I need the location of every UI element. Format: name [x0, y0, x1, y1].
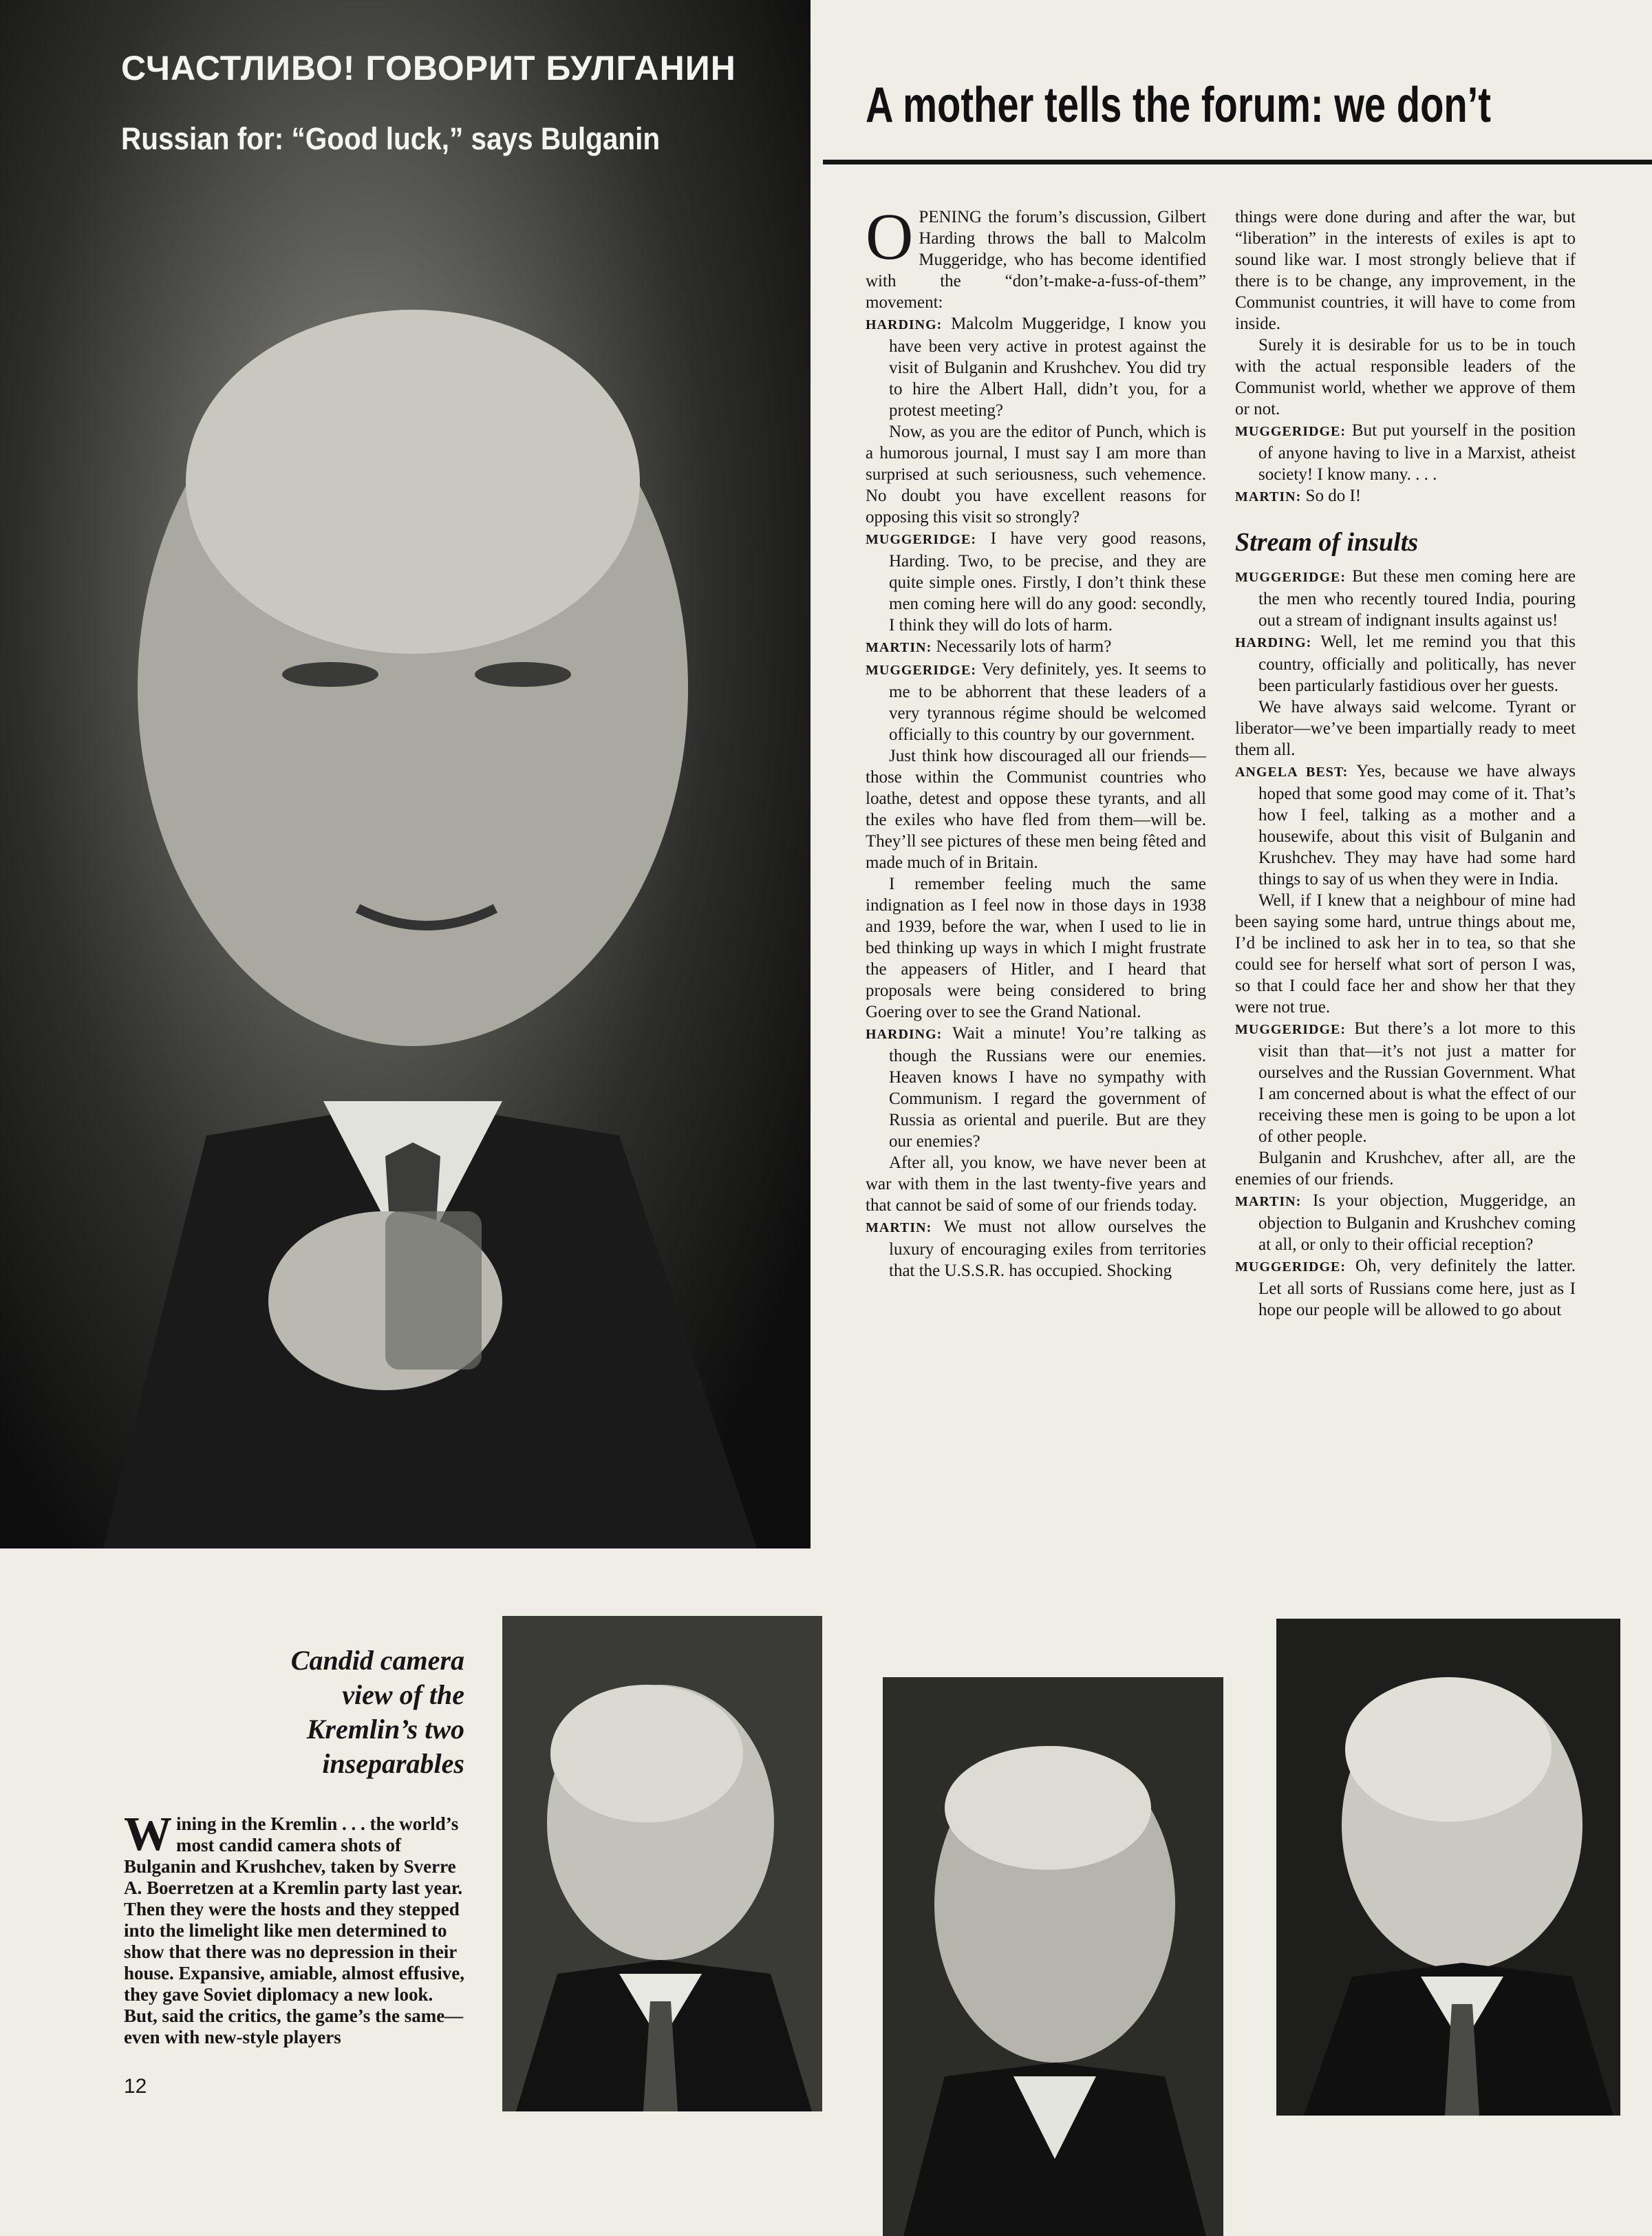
- photo-caption-russian: СЧАСТЛИВО! ГОВОРИТ БУЛГАНИН: [121, 49, 736, 87]
- paragraph: things were done during and after the war, but “liberation” in the interests of exiles is apt to sound like war. I most strongly believe that if there is to be change, any improvement, in the Communist countries, it will have to come from inside.: [1235, 208, 1576, 333]
- paragraph: Just think how discouraged all our friends—those within the Communist countries who loathe, detest and oppose these tyrants, and all the exiles who have fled from them—will be. They’ll see pictures of these men being fêted and made much of in Britain.: [866, 747, 1206, 872]
- sidebar-caption: Wining in the Kremlin . . . the world’s most candid camera shots of Bulganin and Krushchev, taken by Sverre A. Boerretzen at a Kremlin party last year. Then they were the hosts and they stepped into the limelight like men determined to show that there was no depression in their house. Expansive, amiable, almost effusive, they gave Soviet diplomacy a new look. But, said the critics, the game’s the same—even with new-style players: [124, 1808, 465, 2047]
- bulganin-photo: [883, 1677, 1223, 2236]
- paragraph: Now, as you are the editor of Punch, which is a humorous journal, I must say I am more than surprised at such seriousness, such vehemence. No doubt you have excellent reasons for opposing this visit so strongly?: [866, 423, 1206, 526]
- subheading: Stream of insults: [1235, 528, 1419, 557]
- paragraph: Well, if I knew that a neighbour of mine had been saying some hard, untrue things about me, I’d be inclined to ask her in to tea, so that she could see for herself what sort of person I was, so that I could face her and show her that they were not true.: [1235, 891, 1576, 1016]
- paragraph: MUGGERIDGE: Oh, very definitely the latter. Let all sorts of Russians come here, just as I hope our people will be allowed to go about: [1235, 1257, 1576, 1319]
- paragraph: HARDING: Malcolm Muggeridge, I know you have been very active in protest against the visit of Bulganin and Krushchev. You did try to hire the Albert Hall, didn’t you, for a protest meeting?: [866, 315, 1206, 420]
- headline-rule: [823, 160, 1652, 164]
- paragraph: ANGELA BEST: Yes, because we have always hoped that some good may come of it. That’s how I feel, talking as a mother and a housewife, about this visit of Bulganin and Krushchev. They may have had some hard things to say of us when they were in India.: [1235, 762, 1576, 888]
- paragraph: HARDING: Wait a minute! You’re talking as though the Russians were our enemies. Heaven knows I have no sympathy with Communism. I regard the government of Russia as oriental and puerile. But are they our enemies?: [866, 1024, 1206, 1151]
- paragraph: MUGGERIDGE: But put yourself in the position of anyone having to live in a Marxist, atheist society! I know many. . . .: [1235, 421, 1576, 484]
- sidebar-heading: Candid camera view of the Kremlin’s two inseparables: [290, 1645, 464, 1779]
- paragraph: We have always said welcome. Tyrant or liberator—we’ve been impartially ready to meet them all.: [1235, 698, 1576, 759]
- paragraph: MARTIN: Necessarily lots of harm?: [866, 637, 1112, 656]
- opening-paragraph: OPENING the forum’s discussion, Gilbert Harding throws the ball to Malcolm Muggeridge, who has become identified with the “don’t-make-a-fuss-of-them” movement:: [866, 200, 1206, 312]
- paragraph: MARTIN: We must not allow ourselves the luxury of encouraging exiles from territories that the U.S.S.R. has occupied. Shocking: [866, 1217, 1206, 1280]
- article-column-1: [866, 200, 1207, 1281]
- paragraph: After all, you know, we have never been at war with them in the last twenty-five years and that cannot be said of some of our friends today.: [866, 1153, 1206, 1215]
- paragraph: MARTIN: So do I!: [1235, 487, 1362, 505]
- page-number: 12: [124, 2075, 147, 2098]
- paragraph: MARTIN: Is your objection, Muggeridge, an objection to Bulganin and Krushchev coming at all, or only to their official reception?: [1235, 1191, 1576, 1254]
- paragraph: MUGGERIDGE: I have very good reasons, Harding. Two, to be precise, and they are quite simple ones. Firstly, I don’t think these men coming here will do any good: secondly, I think they will do lots of harm.: [866, 529, 1207, 635]
- paragraph: MUGGERIDGE: But these men coming here are the men who recently toured India, pouring out a stream of indignant insults against us!: [1235, 567, 1576, 630]
- paragraph: I remember feeling much the same indignation as I feel now in those days in 1938 and 1939, before the war, when I used to lie in bed thinking up ways in which I might frustrate the appeasers of Hitler, and I heard that proposals were being considered to bring Goering over to see the Grand National.: [866, 875, 1206, 1021]
- paragraph: MUGGERIDGE: But there’s a lot more to this visit than that—it’s not just a matter for ourselves and the Russian Government. What I am concerned about is what the effect of our receiving these men is going to be upon a lot of other people.: [1235, 1019, 1576, 1146]
- article-column-2: [1235, 206, 1576, 1321]
- paragraph: Surely it is desirable for us to be in touch with the actual responsible leaders of the Communist world, whether we approve of them or not.: [1235, 336, 1576, 418]
- krushchev-photo-2: [1276, 1619, 1620, 2116]
- drop-cap: W: [124, 1808, 172, 1861]
- krushchev-photo-1: [502, 1616, 822, 2111]
- paragraph: MUGGERIDGE: Very definitely, yes. It seems to me to be abhorrent that these leaders of a very tyrannous régime should be welcomed officially to this country by our government.: [866, 660, 1206, 744]
- paragraph: HARDING: Well, let me remind you that this country, officially and politically, has never been particularly fastidious over her guests.: [1235, 632, 1576, 695]
- article-headline: A mother tells the forum: we don’t: [866, 78, 1491, 133]
- bulganin-portrait-photo: [0, 0, 811, 1548]
- paragraph: Bulganin and Krushchev, after all, are the enemies of our friends.: [1235, 1149, 1576, 1189]
- drop-cap: O: [866, 200, 914, 273]
- photo-caption-english: Russian for: “Good luck,” says Bulganin: [121, 121, 661, 156]
